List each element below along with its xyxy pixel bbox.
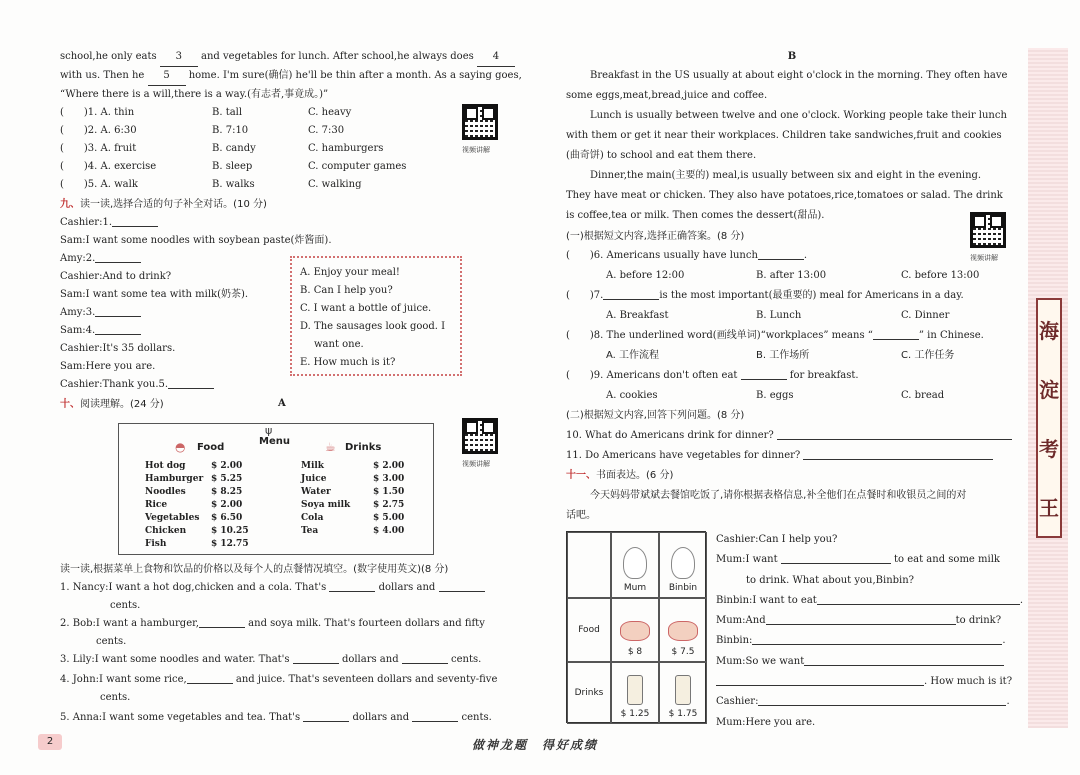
options-box	[290, 256, 462, 376]
stamp-char: 王	[1039, 496, 1059, 520]
text: Cashier:Thank you.5.	[60, 379, 169, 390]
answer-line[interactable]	[817, 593, 1020, 605]
mc-question: ( )5. A. walk	[60, 179, 138, 190]
fill-question-3	[60, 651, 530, 669]
mc-option: C. bread	[901, 390, 945, 401]
text: ( )9. Americans don't often eat	[566, 370, 738, 381]
menu-card	[118, 423, 434, 555]
table-row	[145, 473, 249, 486]
text: and soya milk. That's fourteen dollars and fifty	[248, 618, 485, 629]
dialog-line	[716, 631, 1016, 651]
table-row	[145, 538, 249, 551]
cup-icon: ☕	[325, 440, 336, 454]
answer-blank[interactable]	[439, 580, 485, 592]
mc-question	[566, 366, 1018, 386]
fork-knife-icon: ψ	[265, 424, 273, 437]
fill-question-1	[60, 579, 530, 597]
passage-b	[566, 66, 1018, 226]
answer-blank: 3	[160, 48, 198, 67]
text: to eat and some milk	[894, 554, 1000, 566]
cell: Hot dog	[145, 461, 186, 471]
cell: $ 2.00	[373, 461, 405, 471]
table-row	[145, 460, 249, 473]
cell: $ 10.25	[211, 526, 249, 536]
section-11-heading	[566, 466, 1018, 486]
answer-blank: 5	[148, 67, 186, 86]
mc-options	[566, 306, 1018, 326]
passage-line: Breakfast in the US usually at about eight o'clock in the morning. They often have	[590, 70, 1008, 81]
cell: Tea	[301, 526, 319, 536]
text: for breakfast.	[789, 370, 859, 381]
mc-option: B. candy	[212, 143, 256, 154]
steak-icon	[620, 621, 650, 641]
passage-line: Lunch is usually between twelve and one o'clock. Working people take their lunch	[590, 110, 1007, 121]
dialog-line: Cashier:Can I help you?	[716, 534, 838, 545]
table-row	[145, 525, 249, 538]
menu-title: Menu	[259, 436, 290, 447]
dialog-line: Mum:Here you are.	[716, 716, 816, 728]
mc-question: ( )1. A. thin	[60, 107, 135, 118]
cell: Vegetables	[145, 513, 200, 523]
answer-line[interactable]	[766, 613, 956, 625]
answer-line[interactable]	[777, 428, 1012, 440]
mc-option: C. computer games	[308, 161, 407, 172]
price: $ 1.25	[620, 709, 650, 719]
section-number: 九、	[60, 199, 80, 210]
section-10-heading	[60, 396, 520, 414]
dialog-line: Sam:I want some noodles with soybean paste(炸酱面).	[60, 235, 332, 246]
fill-question-5	[60, 709, 530, 727]
table-row	[301, 460, 404, 473]
section-9-heading	[60, 196, 520, 214]
text: 3. Lily:I want some noodles and water. That's	[60, 654, 290, 665]
text: Amy:2.	[60, 253, 96, 264]
text: dollars and	[378, 582, 436, 593]
cell: Milk	[301, 461, 325, 471]
brand-stamp	[1036, 298, 1062, 538]
qr-caption: 视频讲解	[970, 254, 998, 262]
food-label: Food	[567, 598, 611, 662]
text: and juice. That's seventeen dollars and seventy-five	[235, 674, 498, 685]
mc-row	[60, 140, 520, 158]
mc-option: B. 7:10	[212, 125, 249, 136]
page-number: 2	[38, 734, 62, 750]
cell: $ 3.00	[373, 474, 405, 484]
food-cell-2	[659, 598, 707, 662]
cell: $ 2.75	[373, 500, 405, 510]
stamp-char: 淀	[1039, 378, 1059, 402]
mc-option: B. walks	[212, 179, 255, 190]
order-table	[566, 531, 706, 723]
text: .	[1006, 696, 1010, 708]
dialog-line	[716, 672, 1016, 692]
text: 1. Nancy:I want a hot dog,chicken and a cola. That's	[60, 582, 327, 593]
text: Cashier:1.	[60, 217, 112, 228]
text: ” in Chinese.	[918, 330, 984, 341]
cell: Chicken	[145, 526, 187, 536]
answer-blank[interactable]	[95, 251, 141, 263]
table-row	[301, 473, 404, 486]
text: Sam:4.	[60, 325, 96, 336]
text: cents.	[461, 712, 492, 723]
mc-option: A. cookies	[606, 390, 658, 401]
answer-blank[interactable]	[293, 652, 339, 664]
answer-line[interactable]	[803, 448, 993, 460]
table-row	[301, 499, 404, 512]
table-row	[145, 486, 249, 499]
text: 4. John:I want some rice,	[60, 674, 187, 685]
dialog-line: to drink. What about you,Binbin?	[746, 574, 915, 586]
side-tab	[1028, 48, 1068, 728]
drinks-title: Drinks	[345, 442, 382, 453]
stamp-char: 考	[1039, 437, 1059, 461]
mc-row	[60, 122, 520, 140]
answer-blank[interactable]	[412, 710, 458, 722]
passage-line: (曲奇饼) to school and eat them there.	[566, 150, 757, 161]
section-title: 读一读,选择合适的句子补全对话。(10 分)	[80, 199, 267, 210]
mc-question: ( )3. A. fruit	[60, 143, 137, 154]
answer-blank[interactable]	[758, 248, 804, 260]
section-title: 阅读理解。(24 分)	[80, 399, 164, 410]
cell: $ 4.00	[373, 526, 405, 536]
cell: $ 8.25	[211, 487, 243, 497]
mc-question	[566, 246, 1018, 266]
question-11	[566, 446, 1018, 466]
fill-questions	[60, 561, 530, 727]
mc-option: B. Lunch	[756, 310, 802, 321]
answer-line[interactable]	[752, 633, 1002, 645]
mc-group-2	[566, 246, 1018, 406]
text: cents.	[451, 654, 482, 665]
dialog-line: Cashier:It's 35 dollars.	[60, 343, 176, 354]
passage-label-b: B	[787, 51, 797, 62]
cell: $ 5.25	[211, 474, 243, 484]
mc-option: B. eggs	[756, 390, 794, 401]
mum-cell	[611, 532, 659, 598]
passage-line: is coffee,tea or milk. Then comes the dessert(甜品).	[566, 210, 825, 221]
text: Mum:I want	[716, 554, 778, 566]
answer-blank[interactable]	[329, 580, 375, 592]
answer-blank[interactable]	[402, 652, 448, 664]
food-title: Food	[197, 442, 225, 453]
mc-group-1	[60, 104, 520, 194]
cell: Rice	[145, 500, 168, 510]
table-row	[145, 512, 249, 525]
text: Binbin:I want to eat	[716, 594, 817, 606]
mc-option: C. before 13:00	[901, 270, 980, 281]
text: ( )8. The underlined word(画线单词)“workplaces” means “	[566, 330, 873, 341]
text: with us. Then he	[60, 70, 145, 81]
passage-line-1	[60, 48, 520, 67]
text: ( )6. Americans usually have lunch	[566, 250, 758, 261]
table-row	[145, 499, 249, 512]
qr-code-icon[interactable]	[970, 212, 1006, 248]
food-table	[145, 460, 249, 551]
burger-icon: ◓	[175, 440, 186, 454]
mc-row	[60, 158, 520, 176]
mc-option: C. heavy	[308, 107, 352, 118]
dialog-line	[60, 376, 520, 394]
mc-option: B. 工作场所	[756, 350, 810, 361]
part-1-heading: (一)根据短文内容,选择正确答案。(8 分)	[566, 231, 745, 242]
part-2-heading: (二)根据短文内容,回答下列问题。(8 分)	[566, 410, 745, 421]
text: dollars and	[341, 654, 399, 665]
dialog-line: Sam:Here you are.	[60, 361, 156, 372]
cell: Soya milk	[301, 500, 351, 510]
label: Mum	[623, 583, 647, 593]
dialog-line	[716, 611, 1016, 631]
passage-line: with them or get it near their workplaces. Children take sandwiches,fruit and cookies	[566, 130, 1002, 141]
cell: Fish	[145, 539, 167, 549]
writing-instruction: 话吧。	[566, 510, 596, 521]
text: . How much is it?	[924, 676, 1013, 688]
cell: Cola	[301, 513, 324, 523]
option-item: A. Enjoy your meal!	[300, 267, 400, 278]
price: $ 8	[627, 647, 643, 657]
mc-options	[566, 386, 1018, 406]
dialog-line	[60, 214, 520, 232]
option-item: want one.	[314, 339, 364, 350]
dialog-line	[716, 591, 1023, 611]
drink-cell-1	[611, 662, 659, 724]
drinks-label: Drinks	[567, 662, 611, 724]
cell: Noodles	[145, 487, 186, 497]
fill-question-4	[60, 671, 530, 689]
qr-caption: 视频讲解	[462, 146, 490, 154]
answer-blank[interactable]	[303, 710, 349, 722]
text: cents.	[110, 600, 141, 611]
mc-option: C. 7:30	[308, 125, 345, 136]
text: ( )7.	[566, 290, 604, 301]
mc-options	[566, 266, 1018, 286]
footer-slogan: 做神龙题 得好成绩	[472, 738, 599, 752]
mc-question: ( )4. A. exercise	[60, 161, 157, 172]
text: cents.	[100, 692, 131, 703]
price: $ 1.75	[668, 709, 698, 719]
answer-blank[interactable]	[873, 328, 919, 340]
answer-blank[interactable]	[168, 377, 214, 389]
mc-option: A. 工作流程	[606, 350, 660, 361]
section-title: 书面表达。(6 分)	[596, 470, 674, 481]
answer-blank[interactable]	[199, 616, 245, 628]
price: $ 7.5	[671, 647, 695, 657]
mc-row	[60, 104, 520, 122]
answer-blank: 4	[477, 48, 515, 67]
qr-code-icon[interactable]	[462, 418, 498, 454]
text: 10. What do Americans drink for dinner?	[566, 430, 774, 441]
table-row	[301, 512, 404, 525]
answer-blank[interactable]	[112, 215, 158, 227]
cell: Juice	[301, 474, 327, 484]
passage-label-a: A	[278, 398, 286, 409]
cell: $ 6.50	[211, 513, 243, 523]
answer-blank[interactable]	[741, 368, 787, 380]
text: Mum:So we want	[716, 655, 805, 667]
cell: $ 2.00	[211, 500, 243, 510]
mc-options	[566, 346, 1018, 366]
mc-option: C. Dinner	[901, 310, 950, 321]
drink-cell-2	[659, 662, 707, 724]
text: to drink?	[955, 615, 1002, 627]
text: .	[803, 250, 808, 261]
cell: $ 2.00	[211, 461, 243, 471]
mc-question	[566, 326, 1018, 346]
stamp-char: 海	[1039, 319, 1059, 343]
answer-line[interactable]	[716, 674, 924, 686]
table-row	[301, 486, 404, 499]
text: dollars and	[352, 712, 410, 723]
mc-question	[566, 286, 1018, 306]
dialog-line	[716, 692, 1016, 712]
cell: $ 1.50	[373, 487, 405, 497]
binbin-avatar-icon	[671, 547, 695, 579]
mc-option: C. hamburgers	[308, 143, 384, 154]
dialog-line	[716, 652, 1016, 672]
sandwich-icon	[668, 621, 698, 641]
mc-option: C. 工作任务	[901, 350, 955, 361]
mc-option: C. walking	[308, 179, 362, 190]
passage-line: some eggs,meat,bread,juice and coffee.	[566, 90, 768, 101]
text: .	[1019, 594, 1023, 606]
answer-line[interactable]	[804, 654, 1004, 666]
mc-row	[60, 176, 520, 194]
binbin-cell	[659, 532, 707, 598]
qr-code-icon[interactable]	[462, 104, 498, 140]
text: home. I'm sure(确信) he'll be thin after a month. As a saying goes,	[188, 70, 522, 81]
instruction: 读一读,根据菜单上食物和饮品的价格以及每个人的点餐情况填空。(数字使用英文)(8 分)	[60, 564, 449, 575]
option-item: B. Can I help you?	[300, 285, 393, 296]
text: 2. Bob:I want a hamburger,	[60, 618, 199, 629]
food-cell-1	[611, 598, 659, 662]
milk-bottle-icon	[627, 675, 643, 705]
mum-avatar-icon	[623, 547, 647, 579]
mc-question: ( )2. A. 6:30	[60, 125, 137, 136]
cell: $ 12.75	[211, 539, 249, 549]
mc-option: A. Breakfast	[606, 310, 669, 321]
option-item: C. I want a bottle of juice.	[300, 303, 432, 314]
text: 11. Do Americans have vegetables for dinner?	[566, 450, 801, 461]
writing-dialog	[716, 530, 1023, 733]
dialog-line: Cashier:And to drink?	[60, 271, 172, 282]
drinks-table	[301, 460, 404, 538]
answer-line[interactable]	[758, 694, 1006, 706]
answer-blank[interactable]	[95, 323, 141, 335]
dialog-line	[716, 550, 1016, 570]
mc-option: B. tall	[212, 107, 243, 118]
fill-question-2	[60, 615, 530, 633]
option-item: E. How much is it?	[300, 357, 396, 368]
juice-glass-icon	[675, 675, 691, 705]
answer-blank[interactable]	[95, 305, 141, 317]
text: and vegetables for lunch. After school,he always does	[201, 51, 474, 62]
text: school,he only eats	[60, 51, 157, 62]
text: Mum:And	[716, 615, 766, 627]
table-row	[301, 525, 404, 538]
text: cents.	[96, 636, 127, 647]
section-number: 十一、	[566, 470, 596, 481]
right-page	[566, 48, 1018, 526]
passage-line: They have meat or chicken. They also have potatoes,rice,tomatoes or salad. The drink	[566, 190, 1003, 201]
passage-line: Dinner,the main(主要的) meal,is usually between six and eight in the evening.	[590, 170, 982, 181]
passage-line-3: “Where there is a will,there is a way.(有志者,事竟成。)”	[60, 89, 329, 100]
writing-instruction: 今天妈妈带斌斌去餐馆吃饭了,请你根据表格信息,补全他们在点餐时和收银员之间的对	[590, 490, 967, 501]
cell: Water	[301, 487, 331, 497]
cell: Hamburger	[145, 474, 204, 484]
mc-option: B. after 13:00	[756, 270, 827, 281]
text: is the most important(最重要的) meal for Americans in a day.	[659, 290, 964, 301]
passage-line-2	[60, 67, 520, 86]
option-item: D. The sausages look good. I	[300, 321, 446, 332]
qr-caption: 视频讲解	[462, 460, 490, 468]
dialog-line: Sam:I want some tea with milk(奶茶).	[60, 289, 249, 300]
cell: $ 5.00	[373, 513, 405, 523]
answer-line[interactable]	[781, 552, 891, 564]
section-number: 十、	[60, 399, 80, 410]
text: Amy:3.	[60, 307, 96, 318]
answer-blank[interactable]	[187, 672, 233, 684]
text: Binbin:	[716, 635, 753, 647]
answer-blank[interactable]	[603, 288, 659, 300]
empty-cell	[567, 532, 611, 598]
text: Cashier:	[716, 696, 759, 708]
text: .	[1002, 635, 1006, 647]
mc-option: A. before 12:00	[606, 270, 685, 281]
question-10	[566, 426, 1018, 446]
mc-option: B. sleep	[212, 161, 253, 172]
label: Binbin	[668, 583, 698, 593]
text: 5. Anna:I want some vegetables and tea. That's	[60, 712, 301, 723]
